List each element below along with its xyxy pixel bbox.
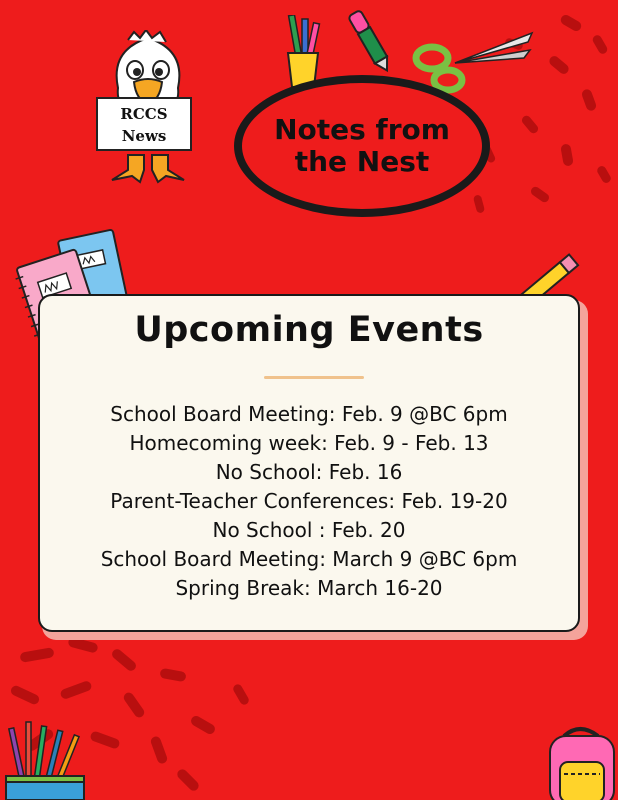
mascot-sign-line1: RCCS <box>120 105 168 123</box>
title-line1: Notes from <box>274 113 450 146</box>
event-item: No School : Feb. 20 <box>212 518 406 542</box>
events-list <box>40 400 578 603</box>
mascot-sign <box>96 97 192 151</box>
newsletter-title <box>234 75 490 217</box>
event-item: Homecoming week: Feb. 9 - Feb. 13 <box>129 431 489 455</box>
title-divider <box>264 376 364 379</box>
backpack-icon <box>540 722 618 800</box>
pen-icon <box>345 5 395 77</box>
event-item: No School: Feb. 16 <box>215 460 403 484</box>
card-title: Upcoming Events <box>134 310 484 350</box>
title-line2: the Nest <box>294 145 430 178</box>
events-card <box>38 294 580 632</box>
mascot-sign-line2: News <box>121 127 167 145</box>
event-item: School Board Meeting: March 9 @BC 6pm <box>100 547 518 571</box>
event-item: Spring Break: March 16-20 <box>175 576 443 600</box>
paint-brushes-icon <box>0 718 96 800</box>
event-item: School Board Meeting: Feb. 9 @BC 6pm <box>110 402 508 426</box>
event-item: Parent-Teacher Conferences: Feb. 19-20 <box>110 489 508 513</box>
